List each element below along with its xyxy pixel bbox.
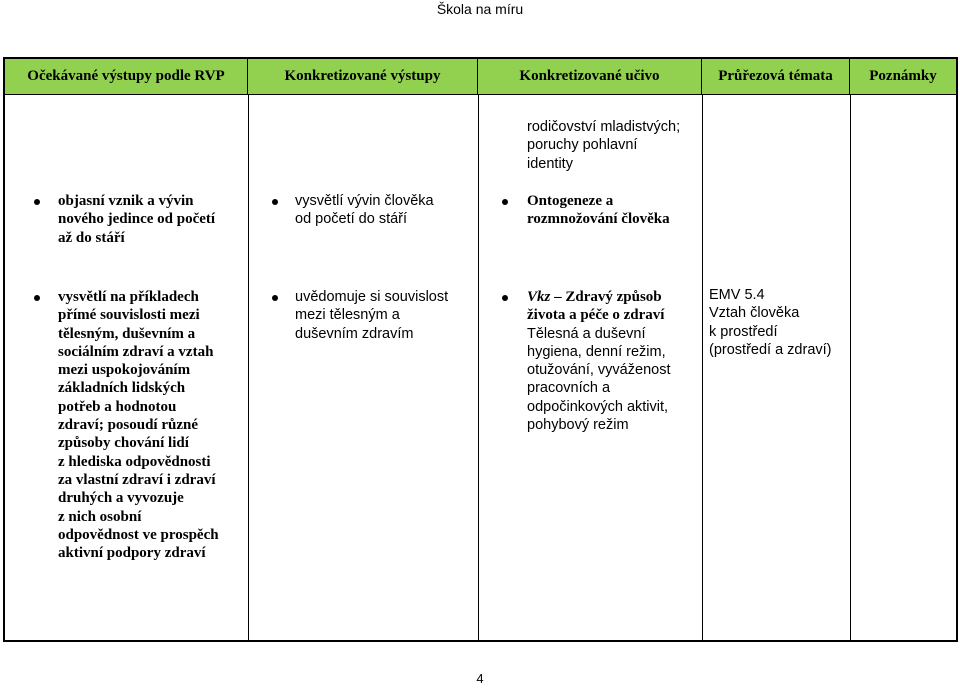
bullet-icon (34, 295, 40, 301)
text-line: rozmnožování člověka (527, 211, 670, 228)
page-header: Škola na míru (436, 1, 524, 17)
text-line: Ontogeneze a (527, 193, 614, 209)
bullet-icon (272, 199, 278, 205)
text-line: rodičovství mladistvých; (527, 119, 681, 135)
row2-expected-outcome (58, 288, 219, 562)
column-header-notes: Poznámky (869, 68, 937, 84)
topic-code: Vkz (527, 289, 551, 305)
row2-crosscutting-theme (709, 286, 832, 359)
text-line: duševním zdravím (295, 325, 414, 342)
text-line: Vztah člověka (709, 305, 800, 322)
text-line: za vlastní zdraví i zdraví (58, 471, 216, 488)
column-header-rvp-outcomes: Očekávané výstupy podle RVP (5, 59, 248, 94)
text-line: potřeb a hodnotou (58, 398, 177, 415)
curriculum-table (3, 57, 958, 642)
bullet-icon (502, 295, 508, 301)
row2-concrete-outcome (295, 288, 448, 343)
text-line: Tělesná a duševní (527, 325, 646, 342)
row1-expected-outcome (58, 192, 215, 247)
column-divider (702, 95, 703, 640)
text-line: druhých a vyvozuje (58, 490, 184, 507)
text-line: (prostředí a zdraví) (709, 341, 832, 358)
text-line: otužování, vyváženost (527, 362, 671, 379)
column-header-concrete-topics: Konkretizované učivo (478, 59, 702, 94)
text-line: z hlediska odpovědnosti (58, 453, 211, 470)
text-line: aktivní podpory zdraví (58, 545, 206, 562)
text-line: odpovědnost ve prospěch (58, 526, 219, 543)
text-line: uvědomuje si souvislost (295, 289, 449, 305)
text-line: z nich osobní (58, 508, 142, 525)
text-line: zdraví; posoudí různé (58, 417, 199, 434)
text-line: EMV 5.4 (709, 287, 765, 303)
text-line: základních lidských (58, 380, 186, 397)
row1-concrete-outcome (295, 192, 434, 229)
bullet-icon (34, 199, 40, 205)
bullet-icon (502, 199, 508, 205)
column-header-concrete-outcomes: Konkretizované výstupy (248, 59, 478, 94)
text-line: od početí do stáří (295, 211, 408, 228)
table-header-row (5, 59, 956, 95)
column-divider (850, 95, 851, 640)
text-line: pracovních a (527, 380, 611, 397)
text-line: identity (527, 155, 573, 172)
text-line: sociálním zdraví a vztah (58, 343, 214, 360)
text-line: způsoby chování lidí (58, 435, 189, 452)
page-number: 4 (476, 671, 484, 686)
text-line: až do stáří (58, 229, 125, 246)
text-line: pohybový režim (527, 417, 629, 434)
text-line: nového jedince od početí (58, 211, 216, 228)
column-divider (248, 95, 249, 640)
bullet-icon (272, 295, 278, 301)
text-line: života a péče o zdraví (527, 307, 665, 324)
text-line: přímé souvislosti mezi (58, 307, 200, 324)
row2-topic (527, 288, 670, 434)
text-line: tělesným, duševním a (58, 325, 196, 342)
continued-topic-text (527, 118, 680, 173)
column-header-crosscutting-themes: Průřezová témata (702, 59, 850, 94)
row1-topic (527, 192, 670, 229)
text-line: mezi tělesným a (295, 307, 400, 324)
text-line: vysvětlí na příkladech (58, 289, 199, 305)
text-line: objasní vznik a vývin (58, 193, 194, 209)
column-divider (478, 95, 479, 640)
topic-title: – Zdravý způsob (554, 289, 662, 305)
text-line: hygiena, denní režim, (527, 343, 666, 360)
text-line: k prostředí (709, 323, 778, 340)
text-line: odpočinkových aktivit, (527, 398, 669, 415)
text-line: mezi uspokojováním (58, 362, 191, 379)
text-line: poruchy pohlavní (527, 137, 638, 154)
text-line: vysvětlí vývin člověka (295, 193, 434, 209)
topic-title-line (527, 288, 670, 306)
